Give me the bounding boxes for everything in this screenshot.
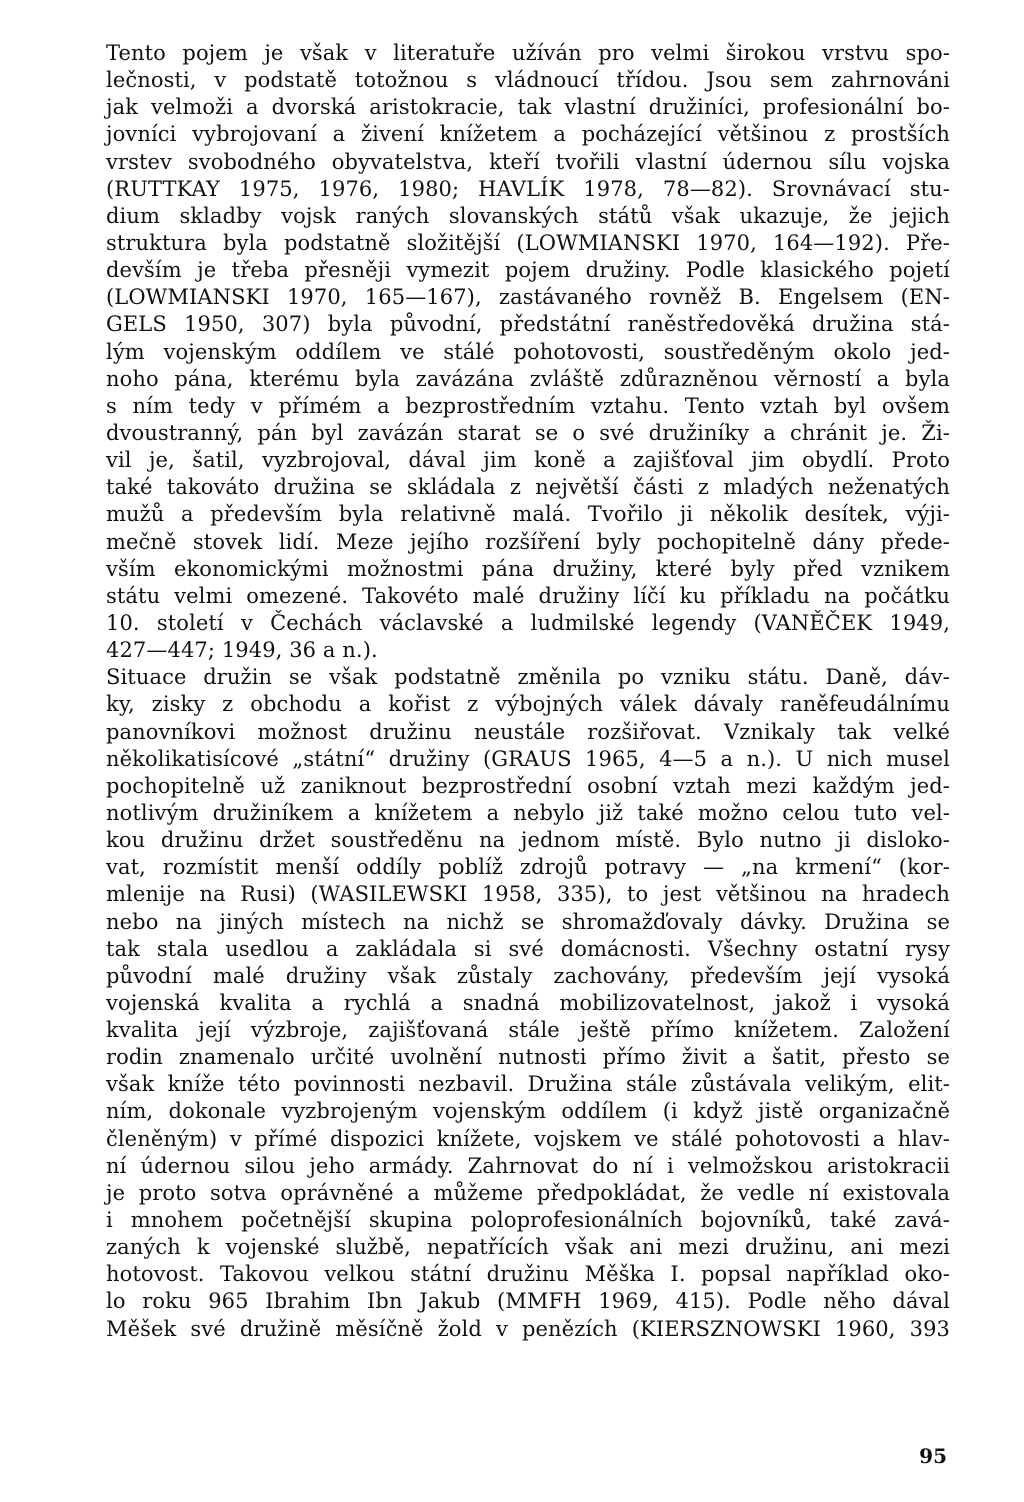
text-line: Měšek své družině měsíčně žold v penězích (KIERSZNOWSKI 1960, 393: [106, 1316, 950, 1341]
paragraph-2: [106, 664, 950, 1343]
text-line: lo roku 965 Ibrahim Ibn Jakub (MMFH 1969, 415). Podle něho dával: [106, 1289, 950, 1314]
text-line: hotovost. Takovou velkou státní družinu Měška I. popsal například oko-: [106, 1262, 950, 1287]
text-line: je proto sotva oprávněné a můžeme předpokládat, že vedle ní existovala: [106, 1180, 950, 1205]
text-line: původní malé družiny však zůstaly zachovány, především její vysoká: [106, 963, 950, 988]
text-line: struktura byla podstatně složitější (LOWMIANSKI 1970, 164—192). Pře-: [106, 230, 950, 255]
text-line: pochopitelně už zaniknout bezprostřední osobní vztah mezi každým jed-: [106, 773, 950, 798]
text-line: i mnohem početnější skupina poloprofesionálních bojovníků, také zavá-: [106, 1208, 950, 1233]
text-line: nebo na jiných místech na nichž se shromažďovaly dávky. Družina se: [106, 909, 950, 934]
text-line: vojenská kvalita a rychlá a snadná mobilizovatelnost, jakož i vysoká: [106, 990, 950, 1015]
text-line: Situace družin se však podstatně změnila po vzniku státu. Daně, dáv-: [106, 665, 950, 690]
text-line: 427—447; 1949, 36 a n.).: [106, 638, 378, 663]
text-line: mečně stovek lidí. Meze jejího rozšíření byly pochopitelně dány přede-: [106, 529, 950, 554]
text-line: členěným) v přímé dispozici knížete, vojskem ve stálé pohotovosti a hlav-: [106, 1126, 950, 1151]
text-line: několikatisícové „státní“ družiny (GRAUS 1965, 4—5 a n.). U nich musel: [106, 746, 950, 771]
text-line: kou družinu držet soustředěnu na jednom místě. Bylo nutno ji disloko-: [106, 828, 950, 853]
page-number: 95: [919, 1444, 947, 1468]
text-line: ky, zisky z obchodu a kořist z výbojných válek dávaly raněfeudálnímu: [106, 692, 950, 717]
text-line: jak velmoži a dvorská aristokracie, tak vlastní družiníci, profesionální bo-: [106, 95, 950, 120]
text-line: dium skladby vojsk raných slovanských států však ukazuje, že jejich: [106, 203, 950, 228]
text-line: rodin znamenalo určité uvolnění nutnosti přímo živit a šatit, přesto se: [106, 1045, 950, 1070]
text-line: kvalita její výzbroje, zajišťovaná stále ještě přímo knížetem. Založení: [106, 1018, 950, 1043]
text-line: notlivým družiníkem a knížetem a nebylo již také možno celou tuto vel-: [106, 800, 950, 825]
text-line: panovníkovi možnost družinu neustále rozšiřovat. Vznikaly tak velké: [106, 719, 950, 744]
text-line: noho pána, kterému byla zavázána zvláště zdůrazněnou věrností a byla: [106, 366, 950, 391]
text-line: s ním tedy v přímém a bezprostředním vztahu. Tento vztah byl ovšem: [106, 393, 950, 418]
page-body: [106, 40, 950, 1343]
text-line: státu velmi omezené. Takovéto malé družiny líčí ku příkladu na počátku: [106, 583, 950, 608]
text-line: Tento pojem je však v literatuře užíván pro velmi širokou vrstvu spo-: [106, 41, 950, 65]
text-line: mužů a především byla relativně malá. Tvořilo ji několik desítek, výji-: [106, 502, 950, 527]
text-line: GELS 1950, 307) byla původní, předstátní raněstředověká družina stá-: [106, 312, 950, 337]
text-line: (LOWMIANSKI 1970, 165—167), zastávaného rovněž B. Engelsem (EN-: [106, 285, 950, 310]
text-line: ní údernou silou jeho armády. Zahrnovat do ní i velmožskou aristokracii: [106, 1153, 950, 1178]
text-line: také takováto družina se skládala z největší části z mladých neženatých: [106, 475, 950, 500]
text-line: vil je, šatil, vyzbrojoval, dával jim koně a zajišťoval jim obydlí. Proto: [106, 448, 950, 473]
text-line: ním, dokonale vyzbrojeným vojenským oddílem (i když jistě organizačně: [106, 1099, 950, 1124]
text-line: mlenije na Rusi) (WASILEWSKI 1958, 335), to jest většinou na hradech: [106, 882, 950, 907]
text-line: tak stala usedlou a zakládala si své domácnosti. Všechny ostatní rysy: [106, 936, 950, 961]
text-line: (RUTTKAY 1975, 1976, 1980; HAVLÍK 1978, 78—82). Srovnávací stu-: [106, 176, 950, 201]
text-line: vat, rozmístit menší oddíly poblíž zdrojů potravy — „na krmení“ (kor-: [106, 855, 950, 880]
text-line: zaných k vojenské službě, nepatřících však ani mezi družinu, ani mezi: [106, 1235, 950, 1260]
text-line: však kníže této povinnosti nezbavil. Družina stále zůstávala velikým, elit-: [106, 1072, 950, 1097]
text-line: lečnosti, v podstatě totožnou s vládnoucí třídou. Jsou sem zahrnováni: [106, 68, 950, 93]
text-line: 10. století v Čechách václavské a ludmilské legendy (VANĚČEK 1949,: [106, 610, 950, 635]
text-line: vším ekonomickými možnostmi pána družiny, které byly před vznikem: [106, 556, 950, 581]
text-line: vrstev svobodného obyvatelstva, kteří tvořili vlastní údernou sílu vojska: [106, 149, 950, 174]
text-line: devším je třeba přesněji vymezit pojem družiny. Podle klasického pojetí: [106, 258, 950, 283]
paragraph-1: [106, 40, 950, 664]
text-line: dvoustranný, pán byl zavázán starat se o své družiníky a chránit je. Ži-: [106, 420, 950, 445]
text-line: lým vojenským oddílem ve stálé pohotovosti, soustředěným okolo jed-: [106, 339, 950, 364]
text-line: jovníci vybrojovaní a živení knížetem a pocházející většinou z prostších: [106, 122, 950, 147]
